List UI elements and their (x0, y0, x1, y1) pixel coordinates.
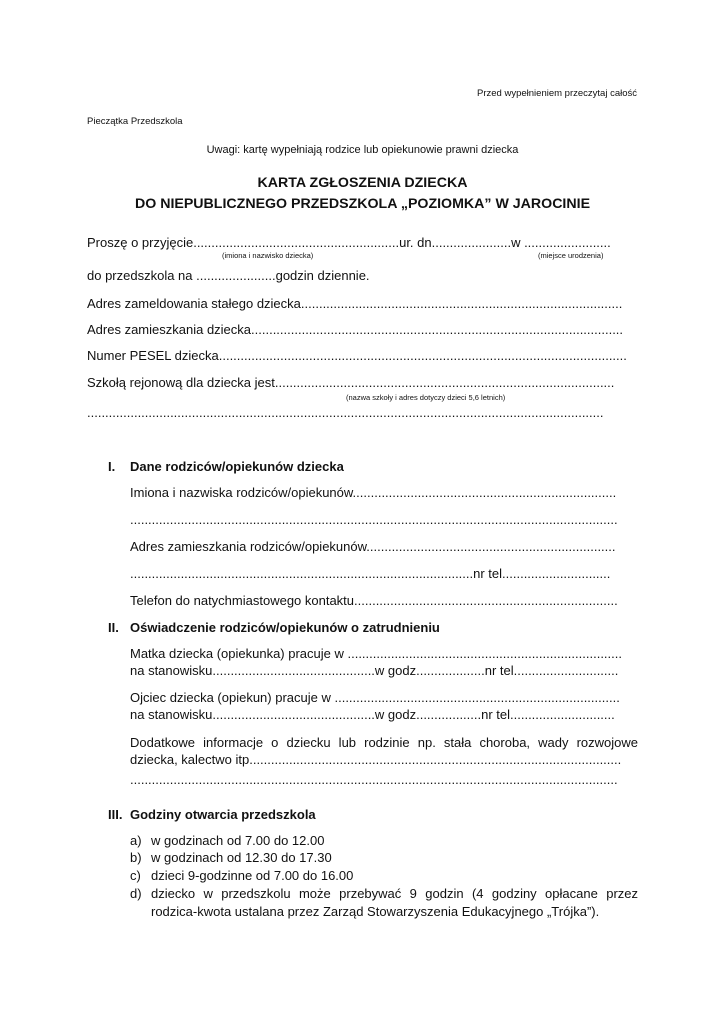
school-line: Szkołą rejonową dla dziecka jest.............................................................................................. (87, 375, 615, 390)
section2-heading: Oświadczenie rodziców/opiekunów o zatrudnieniu (130, 620, 440, 635)
section1-number: I. (108, 459, 116, 474)
list-item: w godzinach od 7.00 do 12.00 (151, 833, 325, 848)
pesel-line: Numer PESEL dziecka................................................................................................................. (87, 348, 627, 363)
section3-heading: Godziny otwarcia przedszkola (130, 807, 316, 822)
residence-address-line: Adres zamieszkania dziecka....................................................................................................... (87, 322, 624, 337)
section1-heading: Dane rodziców/opiekunów dziecka (130, 459, 344, 474)
emergency-phone-line: Telefon do natychmiastowego kontaktu......................................................................... (130, 593, 618, 608)
mother-position-line: na stanowisku.............................................w godz...................nr tel............................. (130, 663, 619, 678)
list-item: dziecko w przedszkolu może przebywać 9 godzin (4 godziny opłacane przez (151, 886, 638, 901)
registered-address-line: Adres zameldowania stałego dziecka......................................................................................... (87, 296, 623, 311)
form-title-line1: KARTA ZGŁOSZENIA DZIECKA (257, 175, 468, 191)
list-item-marker: a) (130, 833, 142, 848)
section2-number: II. (108, 620, 119, 635)
hint-school: (nazwa szkoły i adres dotyczy dzieci 5,6 letnich) (346, 393, 506, 402)
hint-child-name: (imiona i nazwisko dziecka) (222, 251, 314, 260)
section3-number: III. (108, 807, 123, 822)
additional-info-line2: dziecka, kalectwo itp....................................................................................................... (130, 752, 622, 767)
hint-birthplace: (miejsce urodzenia) (538, 251, 604, 260)
hours-line: do przedszkola na ......................godzin dziennie. (87, 268, 370, 283)
mother-work-line: Matka dziecka (opiekunka) pracuje w ............................................................................ (130, 646, 622, 661)
list-item-continuation: rodzica-kwota ustalana przez Zarząd Stowarzyszenia Edukacyjnego „Trójka”). (151, 904, 600, 919)
request-line: Proszę o przyjęcie.........................................................ur. dn......................w ........................ (87, 235, 611, 250)
parents-phone-line: ...............................................................................................nr tel.............................. (130, 566, 611, 581)
list-item-marker: c) (130, 868, 141, 883)
father-position-line: na stanowisku.............................................w godz..................nr tel............................. (130, 707, 615, 722)
father-work-line: Ojciec dziecka (opiekun) pracuje w ............................................................................... (130, 690, 620, 705)
dotted-line: ............................................................................................................................................... (87, 405, 604, 420)
list-item-marker: b) (130, 850, 142, 865)
list-item: w godzinach od 12.30 do 17.30 (151, 850, 332, 865)
parents-dotted-line: ....................................................................................................................................... (130, 512, 618, 527)
additional-dotted-line: ....................................................................................................................................... (130, 772, 618, 787)
parents-address-line: Adres zamieszkania rodziców/opiekunów..................................................................... (130, 539, 616, 554)
additional-info-line1: Dodatkowe informacje o dziecku lub rodzinie np. stała choroba, wady rozwojowe (130, 735, 638, 750)
remarks: Uwagi: kartę wypełniają rodzice lub opiekunowie prawni dziecka (206, 144, 519, 156)
parents-names-line: Imiona i nazwiska rodziców/opiekunów......................................................................... (130, 485, 617, 500)
list-item: dzieci 9-godzinne od 7.00 do 16.00 (151, 868, 354, 883)
form-title-line2: DO NIEPUBLICZNEGO PRZEDSZKOLA „POZIOMKA” W JAROCINIE (134, 196, 591, 212)
stamp-label: Pieczątka Przedszkola (87, 116, 183, 127)
list-item-marker: d) (130, 886, 142, 901)
top-note: Przed wypełnieniem przeczytaj całość (477, 88, 637, 99)
